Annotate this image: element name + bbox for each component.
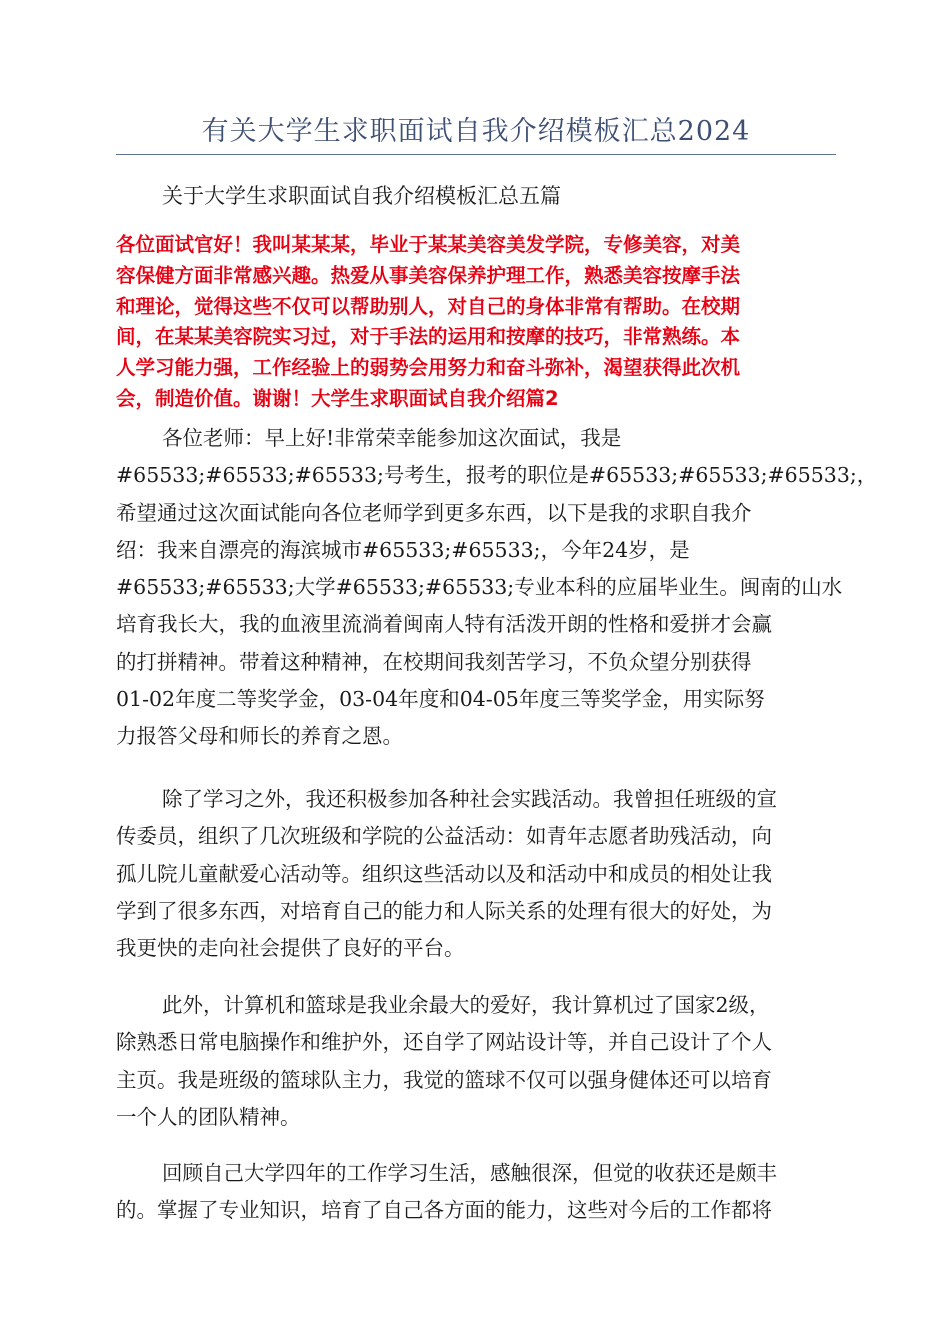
paragraph-line: 我更快的走向社会提供了良好的平台。 bbox=[116, 936, 465, 961]
paragraph-hobbies bbox=[116, 987, 836, 1136]
paragraph-line: 一个人的团队精神。 bbox=[116, 1104, 301, 1129]
paragraph-line: 绍：我来自漂亮的海滨城市#65533;#65533;，今年24岁，是 bbox=[116, 537, 690, 562]
paragraph-line: 主页。我是班级的篮球队主力，我觉的篮球不仅可以强身健体还可以培育 bbox=[116, 1067, 772, 1092]
highlighted-paragraph bbox=[116, 230, 836, 415]
highlight-line: 和理论，觉得这些不仅可以帮助别人，对自己的身体非常有帮助。在校期 bbox=[116, 294, 741, 318]
highlight-line: 人学习能力强，工作经验上的弱势会用努力和奋斗弥补，渴望获得此次机 bbox=[116, 356, 741, 380]
highlight-line: 各位面试官好！我叫某某某，毕业于某某美容美发学院，专修美容，对美 bbox=[116, 233, 741, 256]
paragraph-line: 回顾自己大学四年的工作学习生活，感触很深，但觉的收获还是颇丰 bbox=[162, 1161, 777, 1185]
paragraph-line: 希望通过这次面试能向各位老师学到更多东西，以下是我的求职自我介 bbox=[116, 500, 752, 525]
highlight-line: 会，制造价值。谢谢！大学生求职面试自我介绍篇2 bbox=[116, 386, 559, 410]
highlight-line: 间，在某某美容院实习过，对于手法的运用和按摩的技巧，非常熟练。本 bbox=[116, 325, 741, 349]
paragraph-line: 此外，计算机和篮球是我业余最大的爱好，我计算机过了国家2级， bbox=[162, 993, 770, 1017]
paragraph-line: 传委员，组织了几次班级和学院的公益活动：如青年志愿者助残活动，向 bbox=[116, 824, 772, 849]
paragraph-greeting bbox=[116, 420, 878, 756]
highlight-line: 容保健方面非常感兴趣。热爱从事美容保养护理工作，熟悉美容按摩手法 bbox=[116, 263, 741, 287]
paragraph-line: 孤儿院儿童献爱心活动等。组织这些活动以及和活动中和成员的相处让我 bbox=[116, 861, 772, 886]
paragraph-line: 除了学习之外，我还积极参加各种社会实践活动。我曾担任班级的宣 bbox=[162, 787, 777, 811]
document-title: 有关大学生求职面试自我介绍模板汇总2024 bbox=[201, 116, 751, 147]
paragraph-line: #65533;#65533;大学#65533;#65533;专业本科的应届毕业生。闽南的山水 bbox=[116, 575, 843, 600]
paragraph-line: 培育我长大，我的血液里流淌着闽南人特有活泼开朗的性格和爱拼才会赢 bbox=[116, 612, 772, 637]
paragraph-line: 各位老师：早上好!非常荣幸能参加这次面试，我是 bbox=[162, 426, 622, 450]
paragraph-line: #65533;#65533;#65533;号考生，报考的职位是#65533;#65533;#65533;， bbox=[116, 463, 878, 488]
document-subtitle: 关于大学生求职面试自我介绍模板汇总五篇 bbox=[162, 184, 561, 208]
paragraph-line: 的打拼精神。带着这种精神，在校期间我刻苦学习，不负众望分别获得 bbox=[116, 649, 752, 674]
paragraph-line: 力报答父母和师长的养育之恩。 bbox=[116, 724, 403, 749]
paragraph-activities bbox=[116, 781, 836, 967]
paragraph-line: 的。掌握了专业知识，培育了自己各方面的能力，这些对今后的工作都将 bbox=[116, 1198, 772, 1223]
paragraph-line: 01-02年度二等奖学金，03-04年度和04-05年度三等奖学金，用实际努 bbox=[116, 687, 765, 712]
paragraph-review bbox=[116, 1155, 836, 1230]
paragraph-line: 学到了很多东西，对培育自己的能力和人际关系的处理有很大的好处，为 bbox=[116, 898, 772, 923]
title-underline bbox=[116, 154, 836, 155]
paragraph-line: 除熟悉日常电脑操作和维护外，还自学了网站设计等，并自己设计了个人 bbox=[116, 1030, 772, 1055]
